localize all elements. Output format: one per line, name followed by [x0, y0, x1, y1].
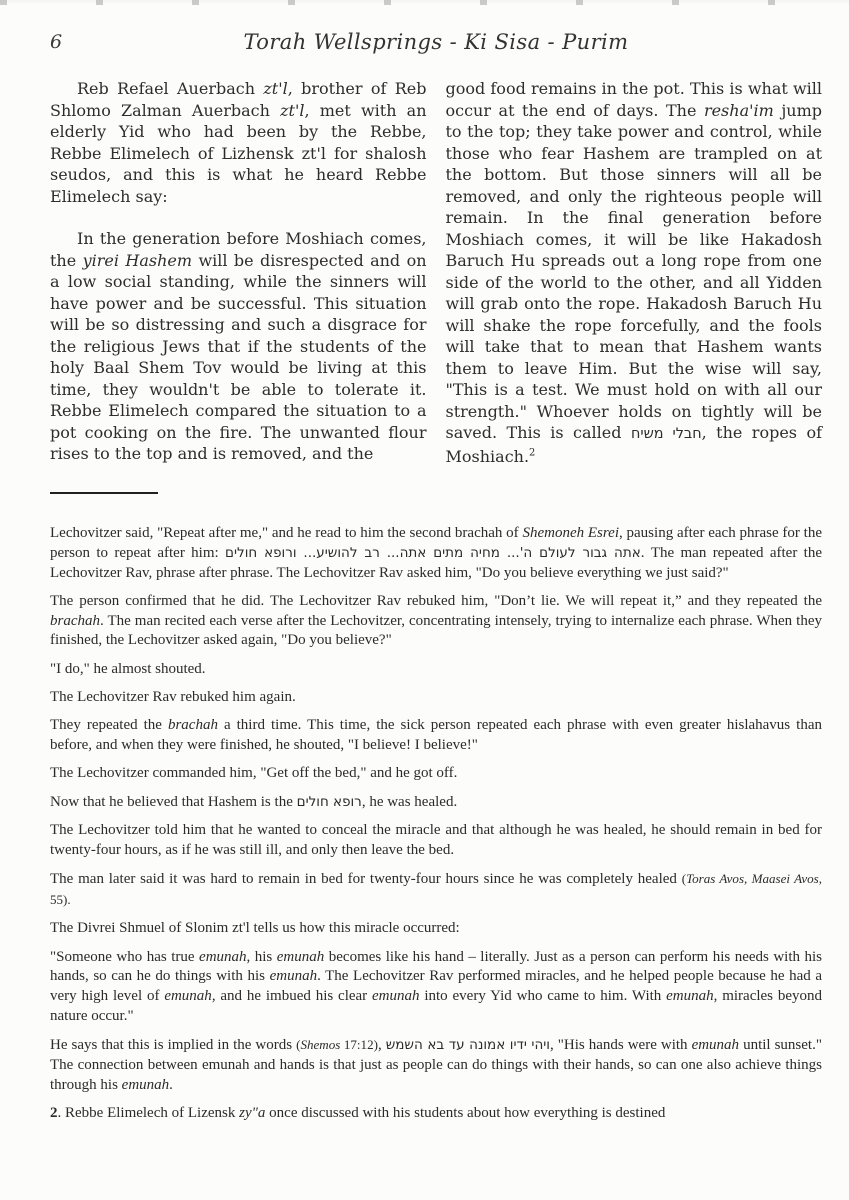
- page-number: 6: [50, 31, 63, 53]
- text-run: once discussed with his students about how everything is destined: [265, 1105, 666, 1122]
- text-run: emunah: [199, 948, 247, 965]
- text-run: zy"a: [239, 1105, 266, 1122]
- text-run: , he was healed.: [361, 793, 458, 810]
- text-run: , miracles beyond nature occur.": [50, 988, 823, 1024]
- footnotes-section: [50, 524, 822, 1124]
- hebrew-text-run: אתה גבור לעולם ה'... מחיה מתים אתה... רב להושיע... ורופא חולים: [225, 544, 641, 561]
- text-run: .: [169, 1076, 173, 1093]
- text-run: . The man repeated after the Lechovitzer Rav, phrase after phrase. The Lechovitzer Rav asked him, "Do you believe everything we just said?": [50, 544, 822, 581]
- text-run: , pausing after each phrase for the person to repeat after him:: [50, 525, 822, 561]
- text-run: resha'im: [703, 100, 774, 120]
- text-run: . The Lechovitzer Rav performed miracles, and he helped people because he had a very high level of: [50, 968, 822, 1005]
- text-run: (: [681, 871, 687, 887]
- text-run: good food remains in the pot. This is what will occur at the end of days. The: [445, 79, 822, 120]
- text-run: , 55).: [50, 871, 822, 907]
- footnote-paragraph: [50, 948, 822, 1027]
- footnote-paragraph: [50, 1035, 822, 1095]
- footnote-paragraph: [50, 764, 822, 784]
- text-run: jump to the top; they take power and control, while those who fear Hashem are trampled on at the bottom. But those sinners will all be removed, and only the righteous people will remain. In the final generation before Moshiach comes, it will be like Hakadosh Baruch Hu spreads out a long rope from one side of the world to the other, and all Yidden will grab onto the rope. Hakadosh Baruch Hu will shake the rope forcefully, and the fools will take that to mean that Hashem wants them to leave Him. But the wise will say, "This is a test. We must hold on with all our strength." Whoever holds on tightly will be saved. This is called: [445, 100, 822, 442]
- text-run: 2: [50, 1105, 58, 1122]
- text-run: will be disrespected and on a low social standing, while the sinners will have power and be successful. This situation will be so distressing and such a disgrace for the religious Jews that if the students of the holy Baal Shem Tov would be living at this time, they wouldn't be able to tolerate it. Rebbe Elimelech compared the situation to a pot cooking on the fire. The unwanted flour rises to the top and is removed, and the: [50, 250, 427, 463]
- text-run: The man later said it was hard to remain in bed for twenty-four hours since he was completely healed: [50, 871, 682, 888]
- footnote-divider: [50, 492, 158, 494]
- text-run: "I do," he almost shouted.: [50, 660, 206, 677]
- page-header: [0, 0, 849, 61]
- text-run: , met with an elderly Yid who had been by the Rebbe, Rebbe Elimelech of Lizhensk zt'l for shalosh seudos, and this is what he heard Rebbe Elimelech say:: [50, 100, 427, 206]
- text-run: into every Yid who came to him. With: [419, 988, 667, 1005]
- text-run: zt'l: [263, 79, 288, 98]
- text-run: Now that he believed that Hashem is the: [50, 793, 297, 810]
- text-run: yirei Hashem: [82, 250, 193, 270]
- footnote-paragraph: [50, 869, 822, 911]
- text-run: becomes like his hand – literally. Just as a person can perform his needs with his hands, so can he do things with his: [50, 948, 822, 985]
- text-run: emunah: [269, 968, 318, 985]
- page-title: Torah Wellsprings - Ki Sisa - Purim: [243, 30, 629, 54]
- text-run: Toras Avos, Maasei Avos: [686, 871, 819, 887]
- text-run: . The man recited each verse after the Lechovitzer, concentrating intensely, trying to internalize each phrase. When they finished, the Lechovitzer asked again, "Do you believe?": [50, 612, 822, 649]
- text-run: emunah: [666, 988, 714, 1005]
- footnote-paragraph: [50, 919, 822, 939]
- footnote-paragraph: [50, 592, 822, 651]
- text-run: zt'l: [280, 100, 305, 120]
- text-run: ,: [377, 1037, 386, 1054]
- text-run: (: [296, 1037, 301, 1053]
- text-run: Lechovitzer said, "Repeat after me," and he read to him the second brachah of: [50, 525, 523, 541]
- footnote-paragraph: [50, 688, 822, 708]
- body-paragraph: [50, 228, 427, 465]
- footnote-paragraph: [50, 821, 822, 861]
- text-run: emunah: [691, 1037, 740, 1054]
- text-run: The person confirmed that he did. The Lechovitzer Rav rebuked him, "Don’t lie. We will repeat it,” and they repeated the: [50, 592, 822, 609]
- text-run: Shemos: [300, 1037, 341, 1053]
- text-run: emunah: [276, 948, 325, 965]
- text-run: Shemoneh Esrei: [522, 525, 619, 541]
- text-run: The Divrei Shmuel of Slonim zt'l tells us how this miracle occurred:: [50, 920, 460, 937]
- text-run: a third time. This time, the sick person repeated each phrase with even greater hislahavus than before, and when they were finished, he shouted, "I believe! I believe!": [50, 717, 822, 754]
- text-run: , "His hands were with: [549, 1037, 692, 1054]
- text-run: "Someone who has true: [50, 948, 200, 965]
- text-run: emunah: [121, 1076, 170, 1093]
- text-run: brachah: [167, 717, 218, 734]
- text-run: The Lechovitzer commanded him, "Get off the bed," and he got off.: [50, 765, 458, 782]
- text-run: 2: [529, 447, 536, 459]
- text-run: 17:12): [340, 1037, 378, 1053]
- text-run: emunah: [372, 988, 420, 1005]
- text-run: . Rebbe Elimelech of Lizensk: [57, 1105, 240, 1122]
- text-run: brachah: [50, 612, 100, 629]
- hebrew-text-run: רופא חולים: [296, 793, 362, 810]
- footnote-paragraph: [50, 660, 822, 680]
- body-paragraph: [50, 78, 427, 207]
- text-run: He says that this is implied in the words: [50, 1037, 297, 1054]
- text-run: , the ropes of Moshiach.: [445, 423, 822, 466]
- footnote-paragraph: [50, 793, 822, 813]
- hebrew-text-run: חבלי משיח: [630, 426, 702, 442]
- text-run: until sunset." The connection between emunah and hands is that just as people can do things with their hands, so can one also achieve things through his: [50, 1037, 822, 1093]
- main-text-columns: [50, 78, 822, 467]
- body-paragraph: [446, 78, 823, 467]
- text-run: Reb Refael Auerbach: [77, 79, 264, 98]
- text-run: They repeated the: [50, 717, 168, 734]
- text-run: The Lechovitzer told him that he wanted to conceal the miracle and that although he was healed, he should remain in bed for twenty-four hours, as if he was still ill, and only then leave the bed.: [50, 822, 822, 858]
- text-run: The Lechovitzer Rav rebuked him again.: [50, 689, 296, 706]
- text-run: In the generation before Moshiach comes, the: [50, 229, 427, 270]
- text-run: , brother of Reb Shlomo Zalman Auerbach: [50, 79, 427, 120]
- text-run: , and he imbued his clear: [211, 988, 373, 1005]
- left-column: [50, 78, 427, 467]
- footnote-paragraph: [50, 1104, 822, 1124]
- footnote-paragraph: [50, 716, 822, 756]
- hebrew-text-run: ויהי ידיו אמונה עד בא השמש: [385, 1037, 550, 1054]
- text-run: , his: [246, 948, 277, 965]
- right-column: [446, 78, 823, 467]
- footnote-paragraph: [50, 524, 822, 583]
- text-run: emunah: [164, 988, 212, 1005]
